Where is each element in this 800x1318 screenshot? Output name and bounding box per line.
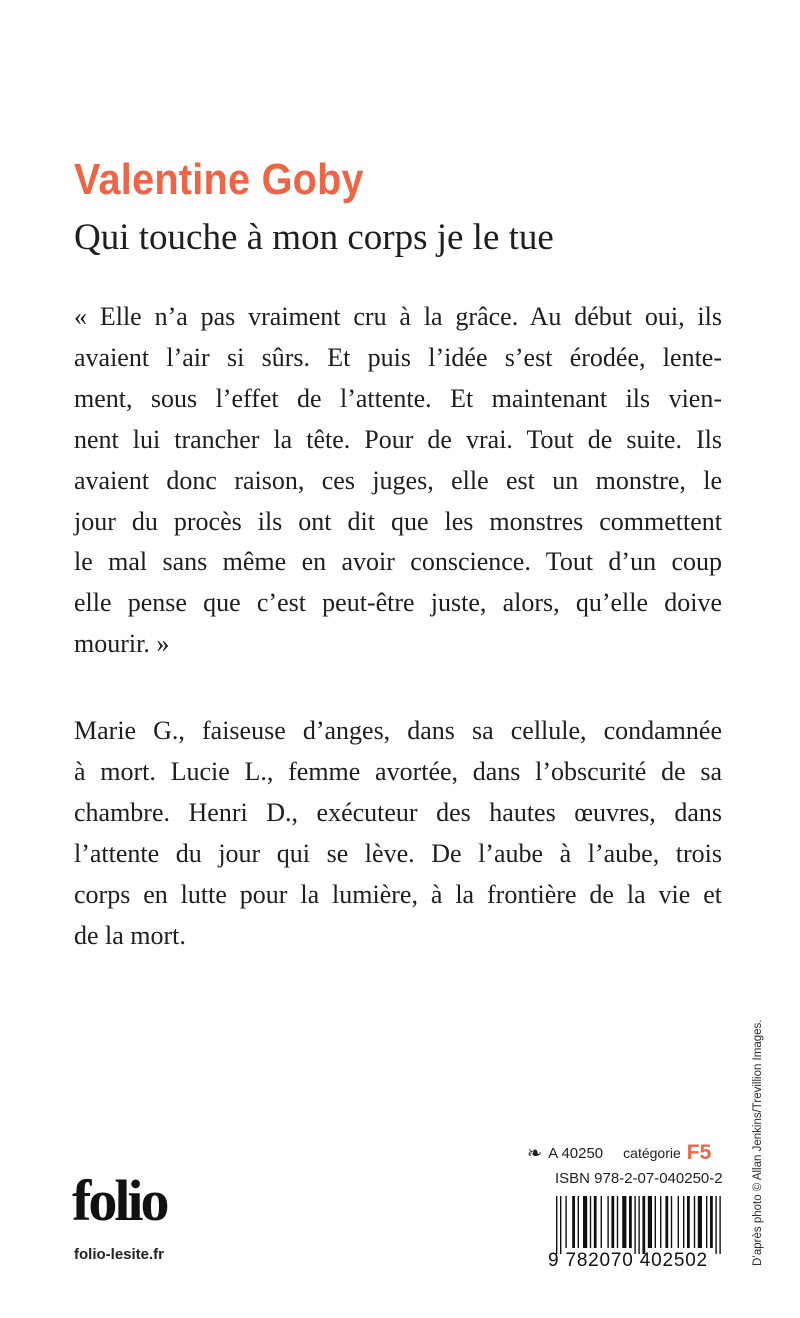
barcode-bar <box>683 1196 684 1248</box>
barcode-bar <box>660 1196 661 1248</box>
barcode-bar <box>594 1196 597 1248</box>
summary-line: Marie G., faiseuse d’anges, dans sa cellule, condamnée <box>74 716 722 745</box>
barcode-bar <box>634 1196 635 1254</box>
quote-line: elle pense que c’est peut-être juste, alors, qu’elle doive <box>74 588 722 618</box>
publisher-figure-icon: ❧ <box>527 1142 543 1163</box>
photo-credit: D’après photo © Allan Jenkins/Trevillion Images. <box>752 1019 764 1266</box>
category-value: F5 <box>686 1141 712 1164</box>
barcode-bar <box>642 1196 645 1254</box>
barcode-bar <box>583 1196 587 1248</box>
barcode-bar <box>601 1196 602 1248</box>
quote-line: avaient l’air si sûrs. Et puis l’idée s’est érodée, lente- <box>74 342 722 372</box>
barcode-bar <box>694 1196 695 1248</box>
book-title: Qui touche à mon corps je le tue <box>74 217 554 258</box>
barcode-bar <box>590 1196 591 1248</box>
quote-line: avaient donc raison, ces juges, elle est un monstre, le <box>74 465 722 495</box>
summary-line: chambre. Henri D., exécuteur des hautes œuvres, dans <box>74 797 722 827</box>
barcode-bar <box>706 1196 707 1248</box>
quote-line: jour du procès ils ont dit que les monstres commettent <box>74 506 722 536</box>
barcode-bar <box>719 1196 720 1254</box>
barcode-bar <box>655 1196 656 1248</box>
barcode-bars <box>556 1196 724 1254</box>
barcode-bar <box>607 1196 608 1248</box>
barcode-bar <box>565 1196 566 1248</box>
author-name: Valentine Goby <box>74 155 364 204</box>
category-label: catégorie <box>623 1145 681 1161</box>
quote-line: ment, sous l’effet de l’attente. Et maintenant ils vien- <box>74 383 722 413</box>
summary-paragraph <box>74 711 722 956</box>
quote-line: nent lui trancher la tête. Pour de vrai. Tout de suite. Ils <box>74 424 722 454</box>
product-code-row <box>527 1141 711 1165</box>
barcode-bar <box>622 1196 626 1248</box>
folio-logo: folio <box>72 1168 167 1233</box>
barcode-bar <box>710 1196 713 1248</box>
barcode-bar <box>698 1196 702 1248</box>
barcode-bar <box>556 1196 557 1254</box>
quote-line: « Elle n’a pas vraiment cru à la grâce. Au début oui, ils <box>74 302 722 331</box>
barcode-bar <box>715 1196 716 1254</box>
quote-line: le mal sans même en avoir conscience. Tout d’un coup <box>74 547 722 577</box>
barcode-bar <box>671 1196 672 1248</box>
barcode-bar <box>617 1196 618 1248</box>
quote-paragraph <box>74 297 722 665</box>
barcode-bar <box>560 1196 561 1254</box>
quote-line: mourir. » <box>74 629 170 659</box>
isbn-number: ISBN 978-2-07-040250-2 <box>555 1170 723 1187</box>
barcode-bar <box>648 1196 652 1248</box>
summary-line: corps en lutte pour la lumière, à la frontière de la vie et <box>74 879 722 909</box>
summary-line: de la mort. <box>74 920 186 950</box>
barcode-bar <box>678 1196 679 1248</box>
barcode-bar <box>572 1196 575 1248</box>
product-code: A 40250 <box>548 1144 604 1162</box>
barcode-bar <box>611 1196 614 1248</box>
barcode-bar <box>665 1196 668 1248</box>
summary-line: à mort. Lucie L., femme avortée, dans l’obscurité de sa <box>74 756 722 786</box>
barcode-bar <box>578 1196 579 1248</box>
publisher-website: folio-lesite.fr <box>74 1246 165 1263</box>
barcode <box>548 1196 724 1276</box>
barcode-bar <box>638 1196 639 1254</box>
barcode-bar <box>687 1196 690 1248</box>
summary-line: l’attente du jour qui se lève. De l’aube à l’aube, trois <box>74 838 722 868</box>
barcode-digits: 9 782070 402502 <box>548 1250 708 1271</box>
barcode-bar <box>629 1196 632 1248</box>
